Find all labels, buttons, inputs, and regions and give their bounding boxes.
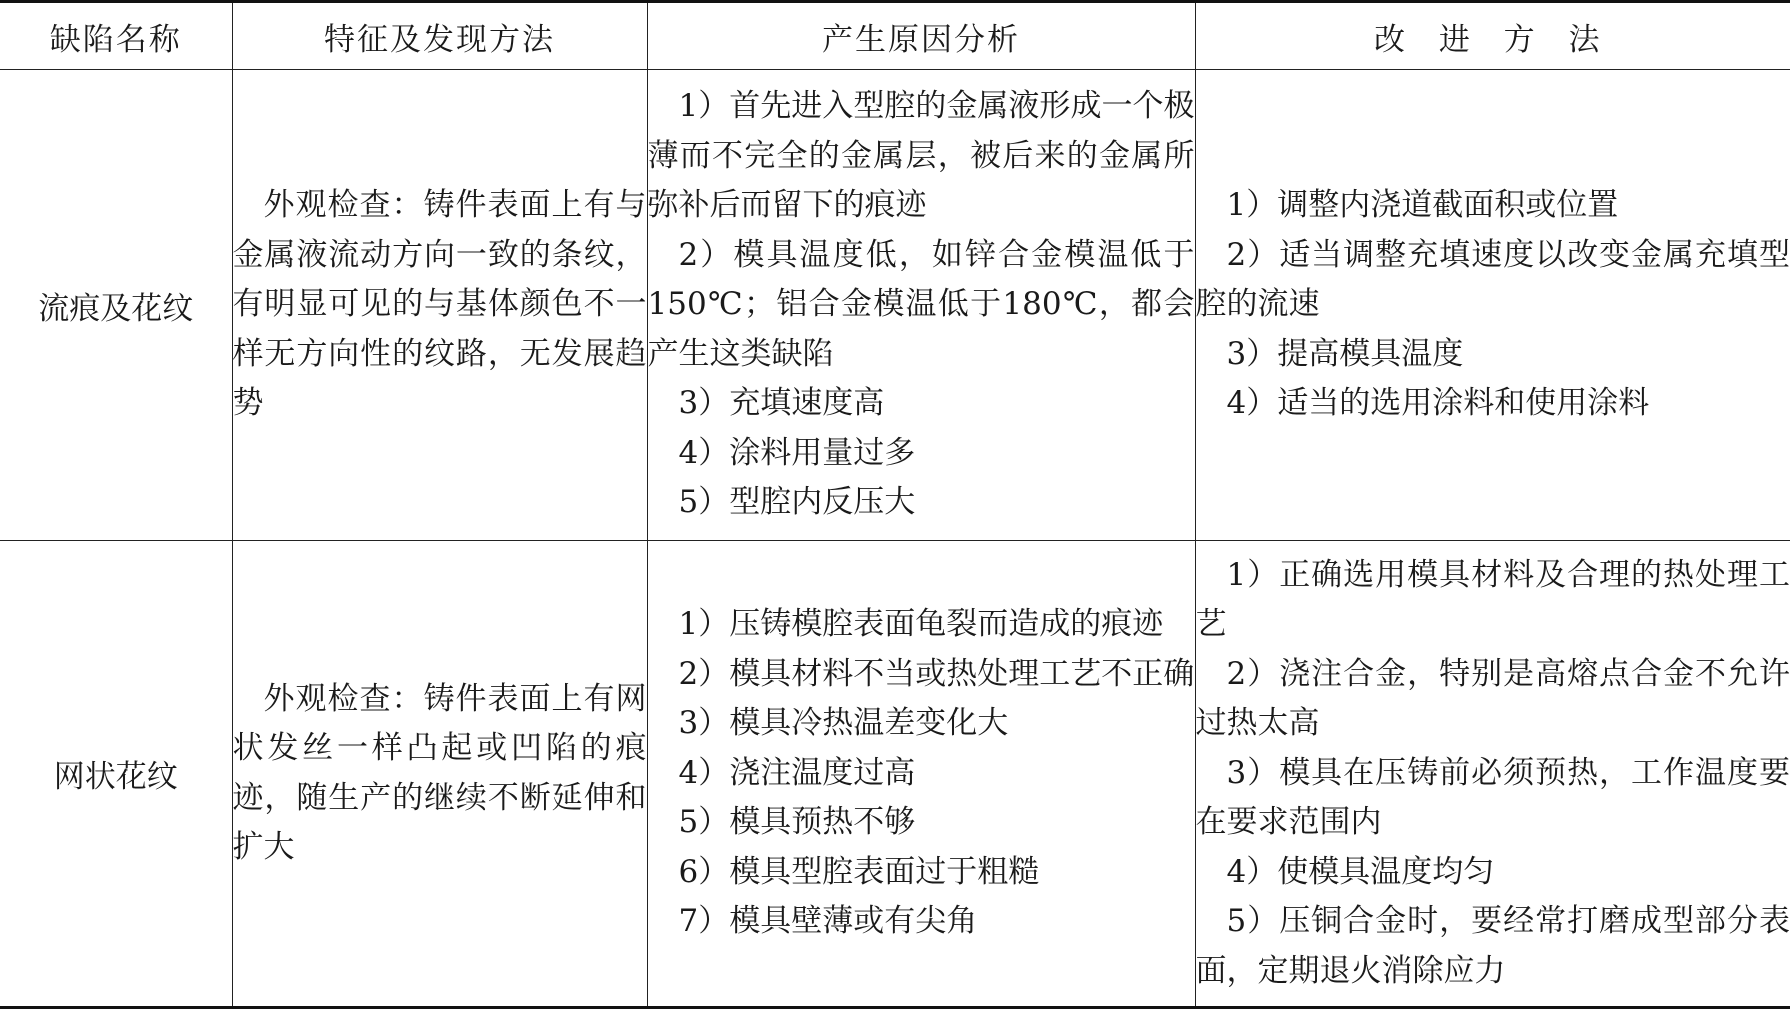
cause-item: 5）模具预热不够 [648,798,1195,848]
causes-cell [647,70,1195,541]
cause-item: 2）模具温度低，如锌合金模温低于150℃；铝合金模温低于180℃，都会产生这类缺陷 [648,231,1195,380]
remedy-item: 2）浇注合金，特别是高熔点合金不允许过热太高 [1196,650,1790,749]
cause-item: 4）涂料用量过多 [648,429,1195,479]
remedies-cell [1195,541,1790,1008]
feature-text: 外观检查：铸件表面上有网状发丝一样凸起或凹陷的痕迹，随生产的继续不断延伸和扩大 [233,675,647,873]
cause-item: 5）型腔内反压大 [648,478,1195,528]
cause-item: 1）首先进入型腔的金属液形成一个极薄而不完全的金属层，被后来的金属所弥补后而留下的痕迹 [648,82,1195,231]
cause-item: 6）模具型腔表面过于粗糙 [648,848,1195,898]
remedy-item: 4）适当的选用涂料和使用涂料 [1196,379,1790,429]
cause-item: 7）模具壁薄或有尖角 [648,897,1195,947]
cause-item: 2）模具材料不当或热处理工艺不正确 [648,650,1195,700]
feature-cell [232,541,647,1008]
remedy-item: 1）正确选用模具材料及合理的热处理工艺 [1196,551,1790,650]
remedies-cell [1195,70,1790,541]
remedy-item: 4）使模具温度均匀 [1196,848,1790,898]
header-feature: 特征及发现方法 [232,2,647,70]
cause-item: 3）模具冷热温差变化大 [648,699,1195,749]
remedy-item: 3）模具在压铸前必须预热，工作温度要在要求范围内 [1196,749,1790,848]
remedy-item: 1）调整内浇道截面积或位置 [1196,181,1790,231]
remedy-item: 3）提高模具温度 [1196,330,1790,380]
defect-name-cell: 流痕及花纹 [0,70,232,541]
cause-item: 4）浇注温度过高 [648,749,1195,799]
table-row [0,541,1790,1008]
feature-text: 外观检查：铸件表面上有与金属液流动方向一致的条纹，有明显可见的与基体颜色不一样无方向性的纹路，无发展趋势 [233,181,647,429]
table-row [0,70,1790,541]
header-causes: 产生原因分析 [647,2,1195,70]
remedy-item: 5）压铜合金时，要经常打磨成型部分表面，定期退火消除应力 [1196,897,1790,996]
header-remedies: 改 进 方 法 [1195,2,1790,70]
cause-item: 3）充填速度高 [648,379,1195,429]
defect-name-cell: 网状花纹 [0,541,232,1008]
feature-cell [232,70,647,541]
cause-item: 1）压铸模腔表面龟裂而造成的痕迹 [648,600,1195,650]
remedy-item: 2）适当调整充填速度以改变金属充填型腔的流速 [1196,231,1790,330]
header-defect-name: 缺陷名称 [0,2,232,70]
table-header-row [0,2,1790,70]
causes-cell [647,541,1195,1008]
